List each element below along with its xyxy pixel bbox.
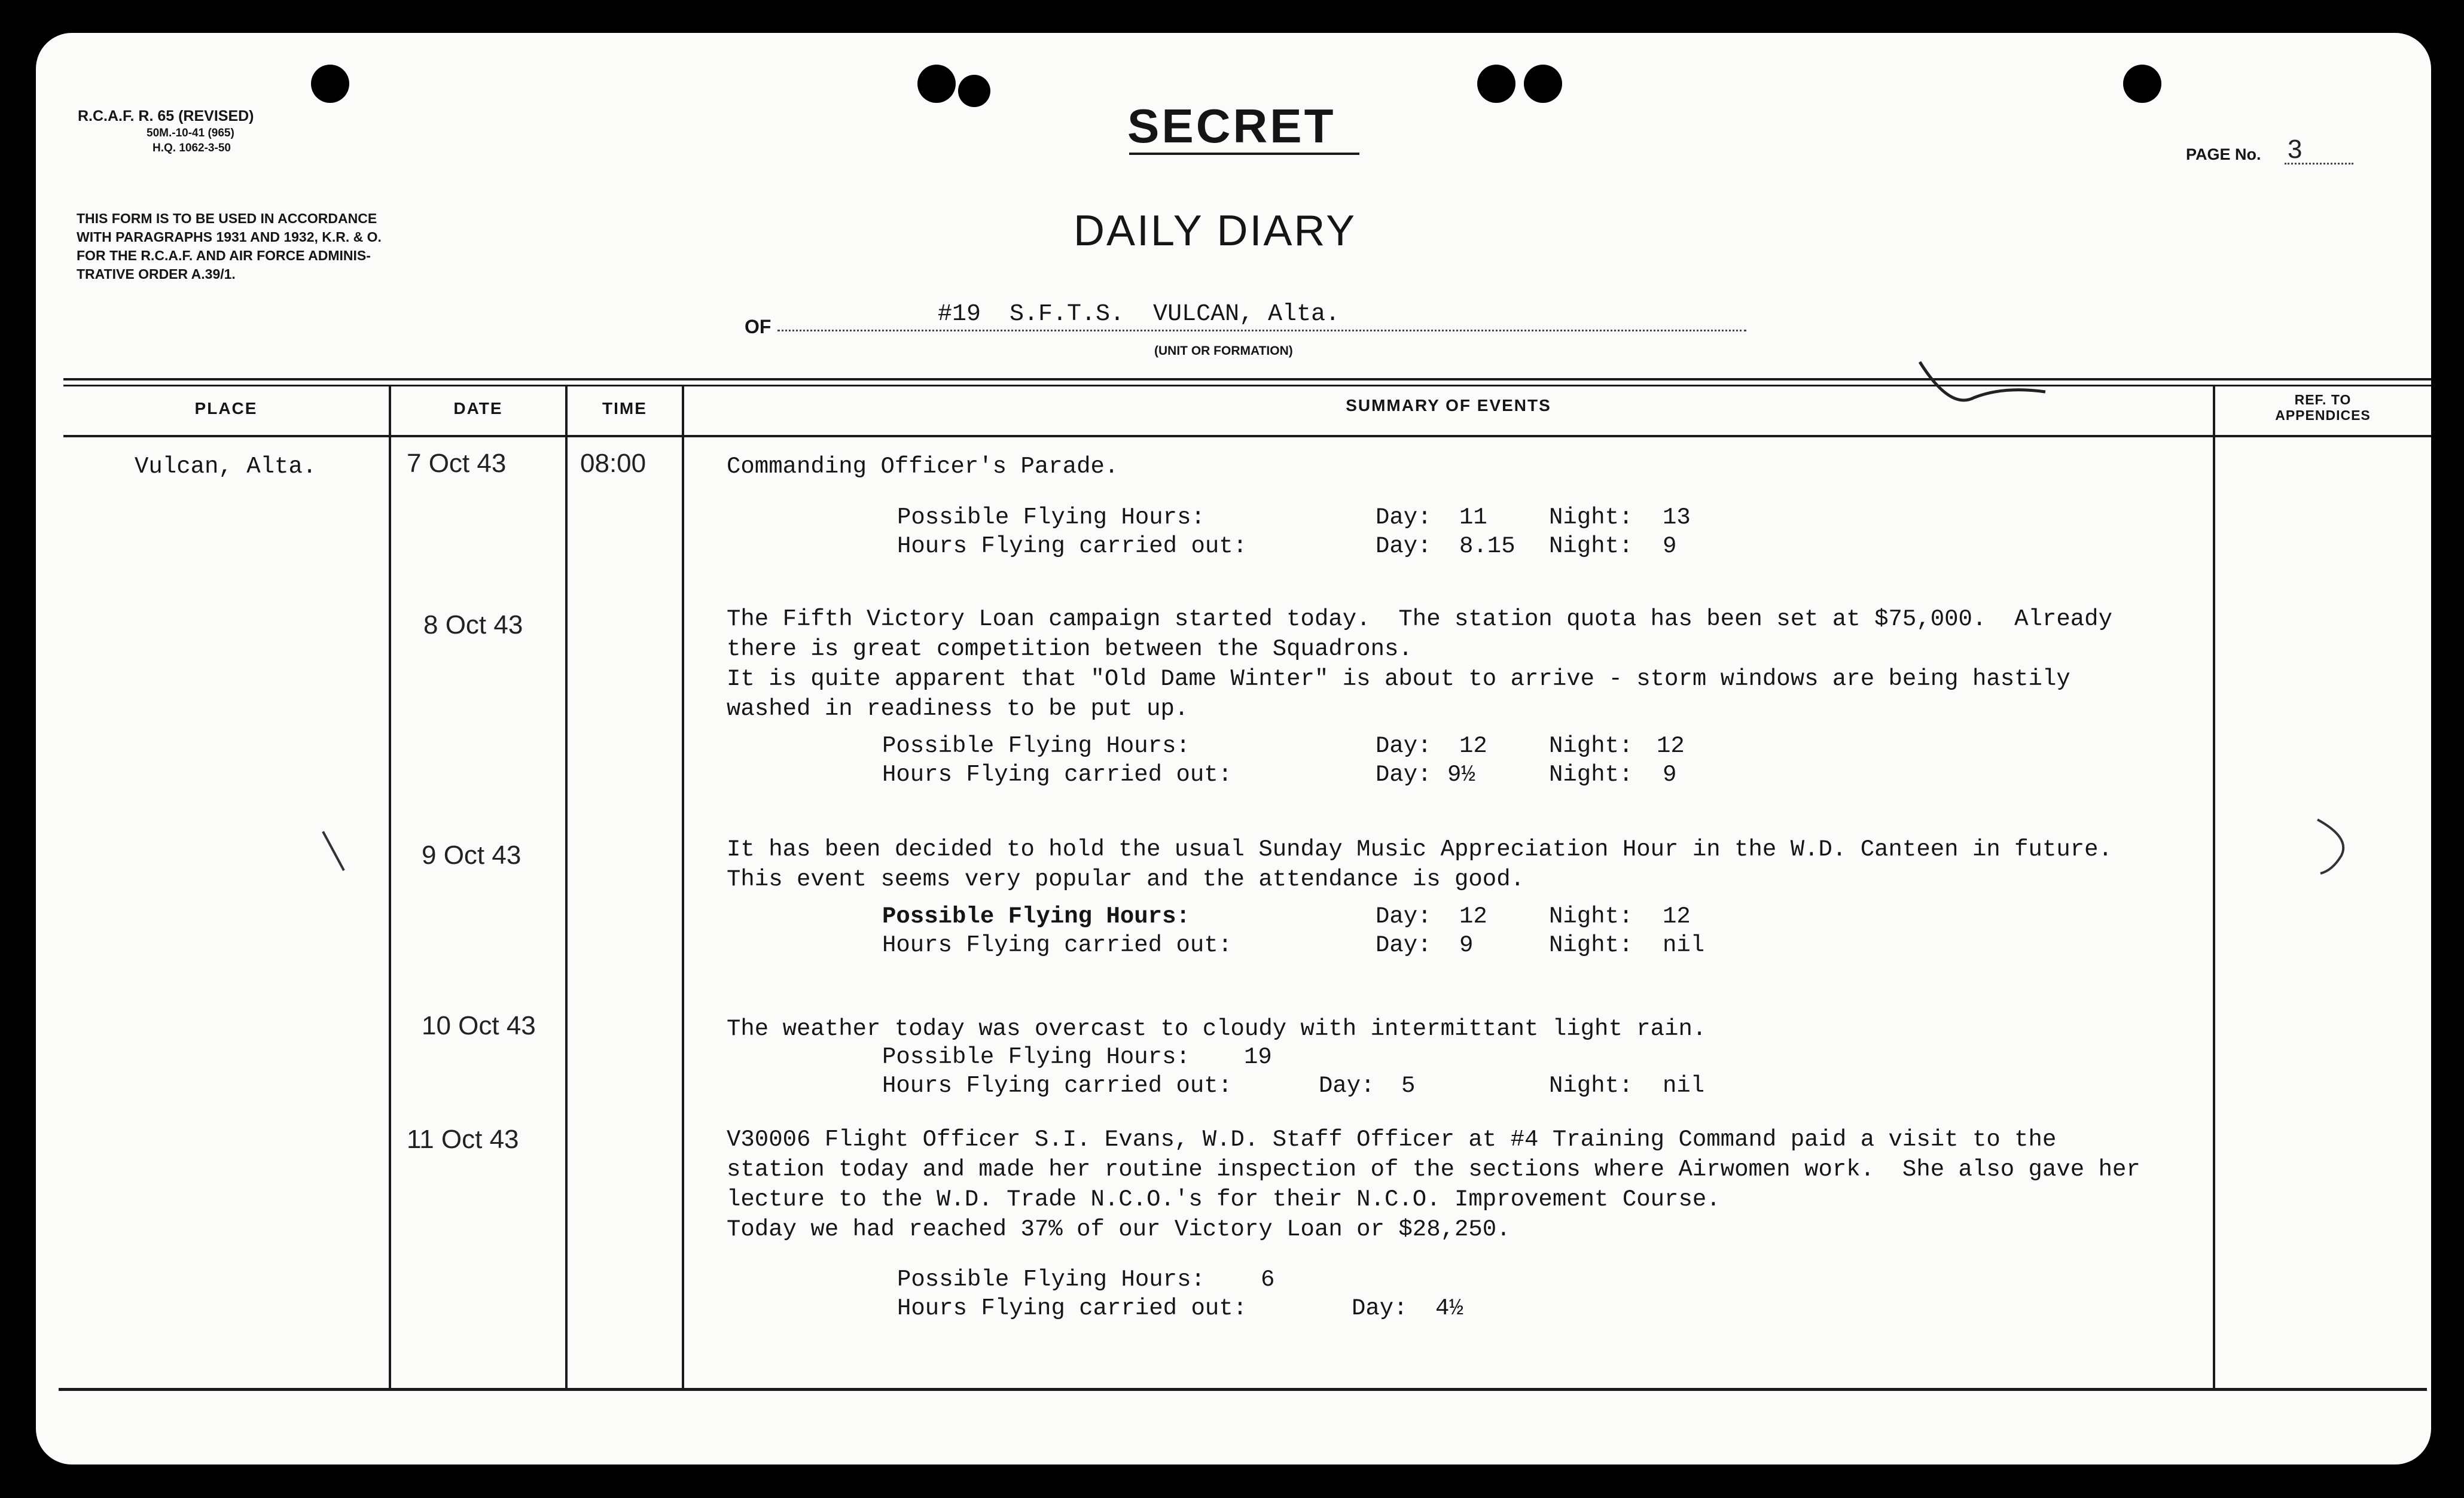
night-value: 9 xyxy=(1663,533,1677,559)
form-instructions xyxy=(77,209,382,284)
hours-label: Hours Flying carried out: xyxy=(882,1073,1233,1099)
night-label: Night: xyxy=(1549,903,1633,930)
stray-mark xyxy=(317,829,353,876)
entry-time: 08:00 xyxy=(580,449,647,478)
table-top-rule-2 xyxy=(63,385,2431,386)
hours-label: Hours Flying carried out: xyxy=(882,932,1233,958)
day-value: 12 xyxy=(1459,733,1487,759)
entry-date: 10 Oct 43 xyxy=(422,1011,536,1040)
form-id: R.C.A.F. R. 65 (REVISED) xyxy=(78,108,254,124)
column-header-ref xyxy=(2215,392,2431,423)
instruction-line: WITH PARAGRAPHS 1931 AND 1932, K.R. & O. xyxy=(77,229,382,245)
day-label: Day: xyxy=(1376,903,1432,930)
diary-sheet xyxy=(36,33,2431,1464)
column-divider xyxy=(2213,386,2215,1389)
night-value: 9 xyxy=(1663,762,1677,788)
hours-label: Possible Flying Hours: xyxy=(897,504,1205,531)
day-label: Day: xyxy=(1376,504,1432,531)
column-header-summary: SUMMARY OF EVENTS xyxy=(1346,396,1551,415)
night-label: Night: xyxy=(1549,1073,1633,1099)
night-label: Night: xyxy=(1549,533,1633,559)
day-value: 11 xyxy=(1459,504,1487,531)
margin-mark xyxy=(2309,814,2356,879)
column-divider xyxy=(389,386,391,1389)
night-label: Night: xyxy=(1549,932,1633,958)
column-header-place: PLACE xyxy=(194,399,258,418)
entry-date: 7 Oct 43 xyxy=(407,449,507,478)
entry-date: 8 Oct 43 xyxy=(423,610,523,640)
total-value: 6 xyxy=(1261,1266,1275,1293)
night-value: 12 xyxy=(1657,733,1685,759)
unit-name: #19 S.F.T.S. VULCAN, Alta. xyxy=(938,301,1340,328)
hours-label: Possible Flying Hours: xyxy=(882,1044,1190,1070)
hours-label: Possible Flying Hours: xyxy=(882,733,1190,759)
hours-label: Hours Flying carried out: xyxy=(897,1295,1248,1322)
instruction-line: FOR THE R.C.A.F. AND AIR FORCE ADMINIS- xyxy=(77,248,371,263)
classification-underline xyxy=(1129,153,1359,155)
entry-summary: Commanding Officer's Parade. xyxy=(727,453,1119,480)
column-divider xyxy=(565,386,568,1389)
classification-stamp: SECRET xyxy=(1127,99,1336,153)
night-value: nil xyxy=(1663,932,1705,958)
day-label: Day: xyxy=(1319,1073,1375,1099)
night-label: Night: xyxy=(1549,762,1633,788)
entry-summary: V30006 Flight Officer S.I. Evans, W.D. Staff Officer at #4 Training Command paid a visit to the station today and made her routine inspection of the sections where Airwomen work. She also gave her lecture to the W.D. Trade N.C.O.'s for their N.C.O. Improvement Course. Today we had reached 37% of our Victory Loan or $28,250. xyxy=(727,1126,2140,1243)
punch-hole xyxy=(311,65,349,103)
day-label: Day: xyxy=(1376,533,1432,559)
punch-hole xyxy=(958,75,990,107)
entry-summary: The weather today was overcast to cloudy with intermittant light rain. xyxy=(727,1016,1707,1042)
hours-label: Hours Flying carried out: xyxy=(897,533,1248,559)
day-label: Day: xyxy=(1352,1295,1408,1322)
total-value: 19 xyxy=(1244,1044,1272,1070)
punch-hole xyxy=(917,65,956,103)
unit-line xyxy=(777,330,1746,331)
day-value: 12 xyxy=(1459,903,1487,930)
entry-date: 11 Oct 43 xyxy=(407,1125,519,1154)
night-value: 12 xyxy=(1663,903,1691,930)
punch-hole xyxy=(2123,65,2161,103)
page-title: DAILY DIARY xyxy=(1074,207,1357,255)
of-label: OF xyxy=(745,316,771,337)
ref-header-line: APPENDICES xyxy=(2275,407,2371,423)
day-label: Day: xyxy=(1376,733,1432,759)
table-top-rule xyxy=(63,378,2431,380)
day-value: 5 xyxy=(1401,1073,1416,1099)
table-header-rule xyxy=(63,435,2431,437)
day-label: Day: xyxy=(1376,762,1432,788)
entry-date: 9 Oct 43 xyxy=(422,841,522,870)
hours-label: Possible Flying Hours: xyxy=(882,903,1190,930)
column-divider xyxy=(682,386,684,1389)
column-header-date: DATE xyxy=(453,399,503,418)
instruction-line: THIS FORM IS TO BE USED IN ACCORDANCE xyxy=(77,211,377,226)
day-value: 8.15 xyxy=(1459,533,1515,559)
tick-mark xyxy=(1914,356,2057,416)
day-value: 4½ xyxy=(1435,1295,1463,1322)
night-label: Night: xyxy=(1549,504,1633,531)
hq-code: H.Q. 1062-3-50 xyxy=(153,142,231,154)
night-value: 13 xyxy=(1663,504,1691,531)
ref-header-line: REF. TO xyxy=(2294,392,2352,407)
night-label: Night: xyxy=(1549,733,1633,759)
page-number-line xyxy=(2285,163,2353,165)
hours-label: Possible Flying Hours: xyxy=(897,1266,1205,1293)
hours-label: Hours Flying carried out: xyxy=(882,762,1233,788)
night-value: nil xyxy=(1663,1073,1705,1099)
punch-hole xyxy=(1477,65,1515,103)
entry-summary: It has been decided to hold the usual Sunday Music Appreciation Hour in the W.D. Canteen in future. This event seems very popular and the attendance is good. xyxy=(727,836,2112,893)
instruction-line: TRATIVE ORDER A.39/1. xyxy=(77,266,236,282)
page-label: PAGE No. xyxy=(2186,145,2261,163)
day-value: 9 xyxy=(1459,932,1474,958)
day-value: 9½ xyxy=(1447,762,1475,788)
page-number: 3 xyxy=(2288,135,2303,164)
entry-summary: The Fifth Victory Loan campaign started today. The station quota has been set at $75,000. Already there is great competition between the Squadrons. It is quite apparent that "Old Dame Winter" is about to arrive - storm windows are being hastily washed in readiness to be put up. xyxy=(727,606,2112,722)
column-header-time: TIME xyxy=(602,399,647,418)
unit-caption: (UNIT OR FORMATION) xyxy=(1154,344,1293,358)
punch-hole xyxy=(1524,65,1562,103)
entry-place: Vulcan, Alta. xyxy=(135,453,317,480)
table-bottom-rule xyxy=(59,1388,2427,1391)
day-label: Day: xyxy=(1376,932,1432,958)
print-code: 50M.-10-41 (965) xyxy=(147,127,234,139)
